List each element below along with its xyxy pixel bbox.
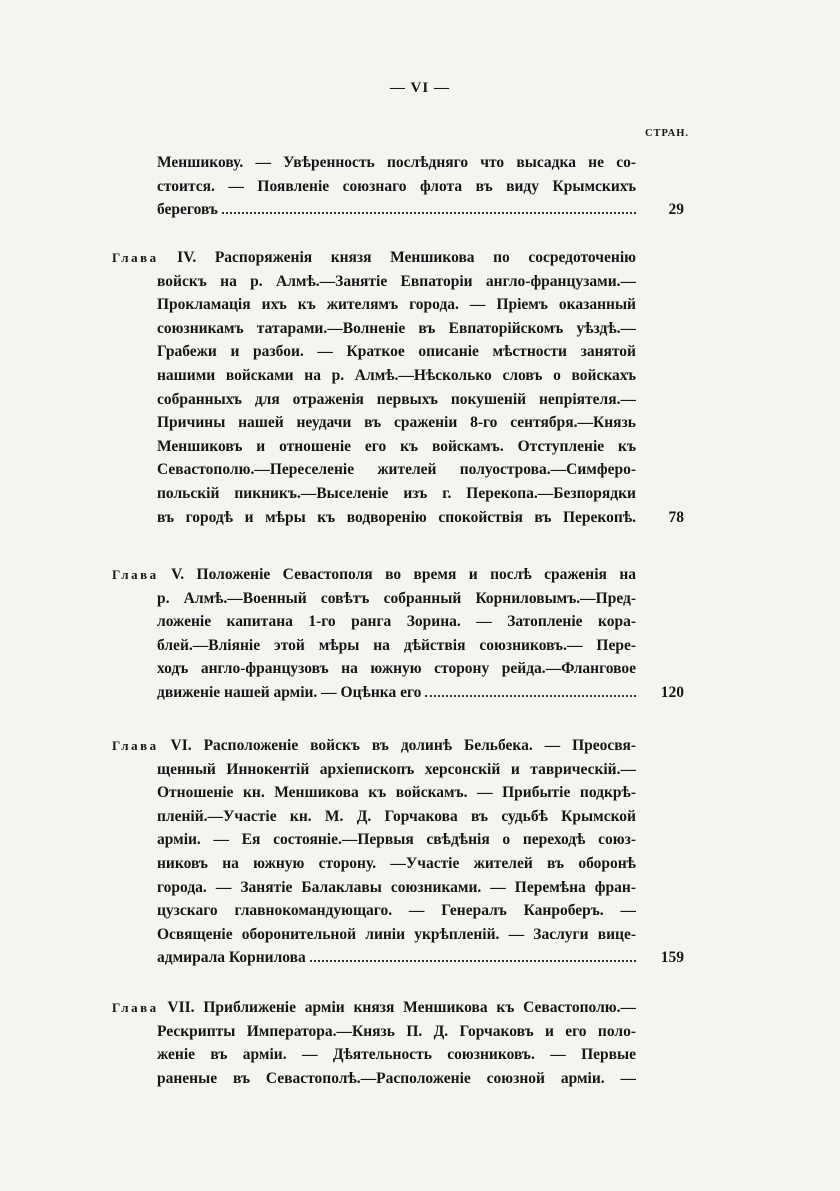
toc-line: Грабежи и разбои. — Краткое описаніе мѣстности занятой	[157, 343, 636, 361]
toc-line: Меншикову. — Увѣренность послѣдняго что высадка не со-	[157, 154, 636, 171]
toc-line: Меншиковъ и отношеніе его къ войскамъ. Отступленіе къ	[157, 437, 636, 455]
toc-line: V. Положеніе Севастополя во время и послѣ сраженія на	[171, 566, 636, 583]
toc-line: Прокламація ихъ къ жителямъ города. — Пріемъ оказанный	[157, 296, 636, 314]
chapter-5	[112, 563, 684, 705]
chapter-label: Глава	[112, 250, 159, 265]
toc-line: пленій.—Участіе кн. М. Д. Горчакова въ судьбѣ Крымской	[157, 807, 636, 825]
toc-line-first	[112, 563, 636, 587]
page-reference: 29	[668, 201, 684, 219]
toc-line: IV. Распоряженія князя Меншикова по сосредоточенію	[177, 249, 636, 266]
toc-line: движеніе нашей арміи. — Оцѣнка его	[157, 683, 422, 701]
dot-leader	[310, 950, 636, 962]
toc-line-first	[112, 996, 636, 1020]
dot-leader	[425, 685, 636, 697]
toc-line: раненые въ Севастополѣ.—Расположеніе союзной арміи. —	[157, 1069, 636, 1087]
toc-line: никовъ на южную сторону. —Участіе жителей въ оборонѣ	[157, 854, 636, 872]
toc-line: блей.—Вліяніе этой мѣры на дѣйствія союзниковъ.— Пере-	[157, 636, 636, 654]
toc-line: VI. Расположеніе войскъ въ долинѣ Бельбека. — Преосвя-	[170, 737, 636, 754]
toc-line: собранныхъ для отраженія первыхъ покушеній непріятеля.—	[157, 390, 636, 408]
page-column-header: СТРАН.	[644, 128, 689, 139]
toc-line: береговъ	[157, 201, 218, 219]
toc-line: ложеніе капитана 1-го ранга Зорина. — Затопленіе кора-	[157, 613, 636, 631]
toc-line: щенный Иннокентій архіепископъ херсонскій и таврическій.—	[157, 760, 636, 778]
dot-leader	[222, 202, 636, 214]
page-reference: 78	[668, 508, 684, 526]
toc-line: стоится. — Появленіе союзнаго флота въ виду Крымскихъ	[157, 177, 636, 195]
page-reference: 159	[660, 949, 684, 967]
toc-line: войскъ на р. Алмѣ.—Занятіе Евпаторіи англо-французами.—	[157, 272, 636, 290]
chapter-label: Глава	[112, 1000, 159, 1015]
toc-line: Причины нашей неудачи въ сраженіи 8-го сентября.—Князь	[157, 414, 636, 432]
page-number: — VI —	[390, 80, 450, 96]
toc-line-leader	[112, 198, 636, 222]
toc-line: Севастополю.—Переселеніе жителей полуострова.—Симферо-	[157, 461, 636, 479]
toc-line-leader	[112, 681, 636, 705]
toc-line: адмирала Корнилова	[157, 949, 306, 967]
toc-line: польскій пикникъ.—Выселеніе изъ г. Перекопа.—Безпорядки	[157, 484, 636, 502]
toc-line-first	[112, 246, 636, 270]
toc-line: ходъ англо-французовъ на южную сторону рейда.—Фланговое	[157, 660, 636, 678]
toc-line: Освященіе оборонительной линіи укрѣпленій. — Заслуги вице-	[157, 925, 636, 943]
toc-line: въ городѣ и мѣры къ водворенію спокойствія въ Перекопѣ.	[157, 508, 636, 526]
toc-line: Рескрипты Императора.—Князь П. Д. Горчаковъ и его поло-	[157, 1022, 636, 1040]
toc-line: VII. Приближеніе арміи князя Меншикова къ Севастополю.—	[167, 999, 636, 1016]
toc-line: Отношеніе кн. Меншикова къ войскамъ. — Прибытіе подкрѣ-	[157, 784, 636, 802]
toc-line: цузскаго главнокомандующаго. — Генералъ Канроберъ. —	[157, 902, 636, 920]
toc-line-leader	[112, 946, 636, 970]
chapter-4	[112, 246, 684, 529]
toc-line: города. — Занятіе Балаклавы союзниками. — Перемѣна фран-	[157, 878, 636, 896]
toc-line-first	[112, 734, 636, 758]
chapter-label: Глава	[112, 738, 159, 753]
chapter-label: Глава	[112, 567, 159, 582]
toc-line: женіе въ арміи. — Дѣятельность союзниковъ. — Первые	[157, 1046, 636, 1064]
page-reference: 120	[660, 684, 684, 701]
toc-line: нашими войсками на р. Алмѣ.—Нѣсколько словъ о войскахъ	[157, 366, 636, 384]
chapter-6	[112, 734, 684, 970]
chapter-7	[112, 996, 636, 1090]
chapter-3-continuation	[112, 151, 684, 222]
toc-line: арміи. — Ея состояніе.—Первыя свѣдѣнія о переходѣ союз-	[157, 831, 636, 849]
toc-line: р. Алмѣ.—Военный совѣтъ собранный Корниловымъ.—Пред-	[157, 589, 636, 607]
toc-line: союзникамъ татарами.—Волненіе въ Евпаторійскомъ уѣздѣ.—	[157, 319, 636, 337]
